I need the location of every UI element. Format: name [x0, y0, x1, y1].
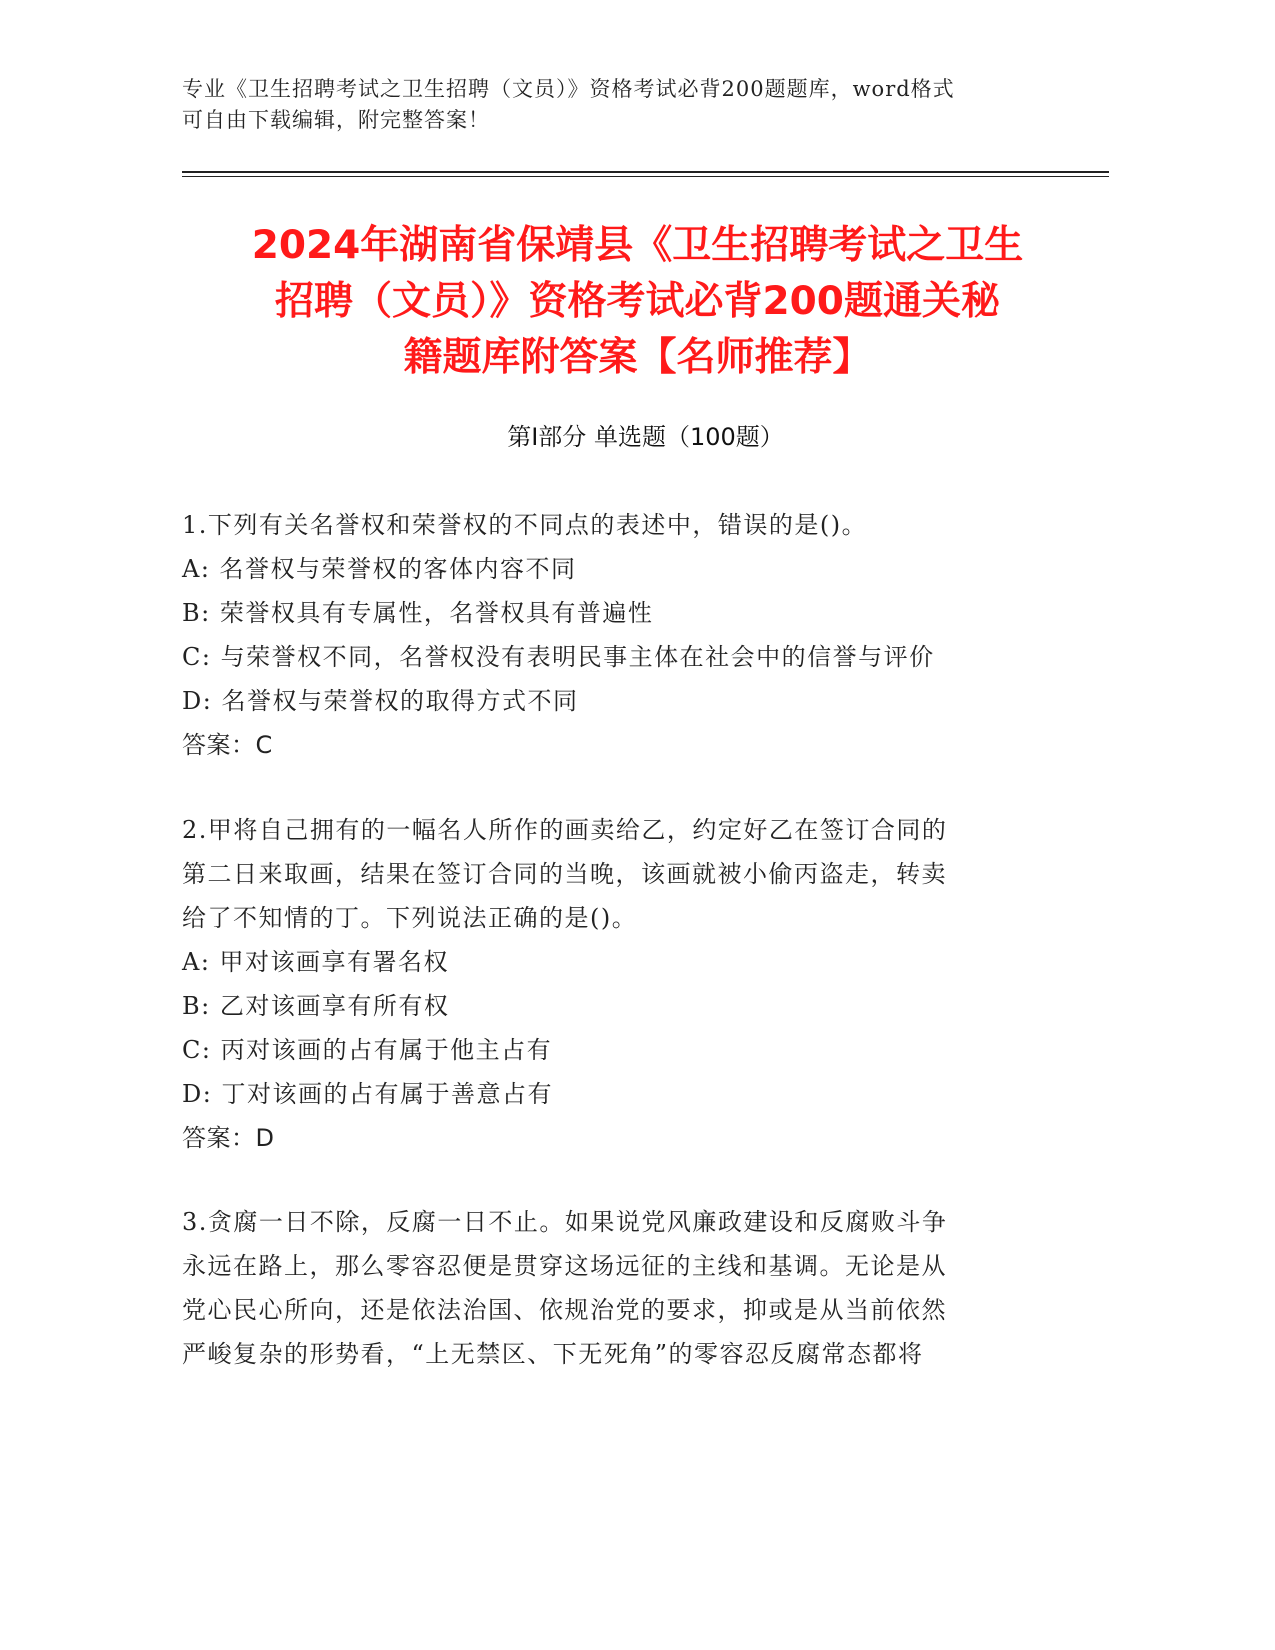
option-b: B: 乙对该画享有所有权	[182, 992, 450, 1020]
question-stem: 严峻复杂的形势看，“上无禁区、下无死角”的零容忍反腐常态都将	[182, 1340, 924, 1368]
option-d: D: 丁对该画的占有属于善意占有	[182, 1080, 553, 1108]
question-stem: 给了不知情的丁。下列说法正确的是()。	[182, 904, 638, 932]
option-a: A: 名誉权与荣誉权的客体内容不同	[182, 555, 577, 583]
question-stem: 2.甲将自己拥有的一幅名人所作的画卖给乙，约定好乙在签订合同的	[182, 816, 948, 844]
section-title: 第Ⅰ部分 单选题（100题）	[507, 423, 784, 451]
question-1	[182, 503, 1032, 767]
question-stem: 1.下列有关名誉权和荣誉权的不同点的表述中，错误的是()。	[182, 511, 868, 539]
question-stem: 第二日来取画，结果在签订合同的当晚，该画就被小偷丙盗走，转卖	[182, 860, 947, 888]
question-stem: 党心民心所向，还是依法治国、依规治党的要求，抑或是从当前依然	[182, 1296, 947, 1324]
header-note-line: 可自由下载编辑，附完整答案！	[182, 108, 490, 132]
option-c: C: 与荣誉权不同，名誉权没有表明民事主体在社会中的信誉与评价	[182, 643, 935, 671]
header-divider-thin	[182, 176, 1109, 177]
header-note-line: 专业《卫生招聘考试之卫生招聘（文员）》资格考试必背200题题库，word格式	[182, 77, 955, 101]
question-2	[182, 808, 1032, 1160]
title-line: 籍题库附答案【名师推荐】	[403, 335, 872, 380]
answer: 答案：C	[182, 731, 273, 759]
title-line: 招聘（文员）》资格考试必背200题通关秘	[275, 279, 1000, 324]
question-stem: 永远在路上，那么零容忍便是贯穿这场远征的主线和基调。无论是从	[182, 1252, 947, 1280]
header-note	[182, 74, 1032, 136]
option-a: A: 甲对该画享有署名权	[182, 948, 450, 976]
header-divider	[182, 171, 1109, 173]
answer: 答案：D	[182, 1124, 275, 1152]
option-c: C: 丙对该画的占有属于他主占有	[182, 1036, 553, 1064]
option-b: B: 荣誉权具有专属性，名誉权具有普遍性	[182, 599, 654, 627]
question-3	[182, 1200, 1032, 1376]
document-title	[150, 218, 1125, 386]
option-d: D: 名誉权与荣誉权的取得方式不同	[182, 687, 579, 715]
title-line: 2024年湖南省保靖县《卫生招聘考试之卫生	[251, 223, 1024, 268]
question-stem: 3.贪腐一日不除，反腐一日不止。如果说党风廉政建设和反腐败斗争	[182, 1208, 948, 1236]
